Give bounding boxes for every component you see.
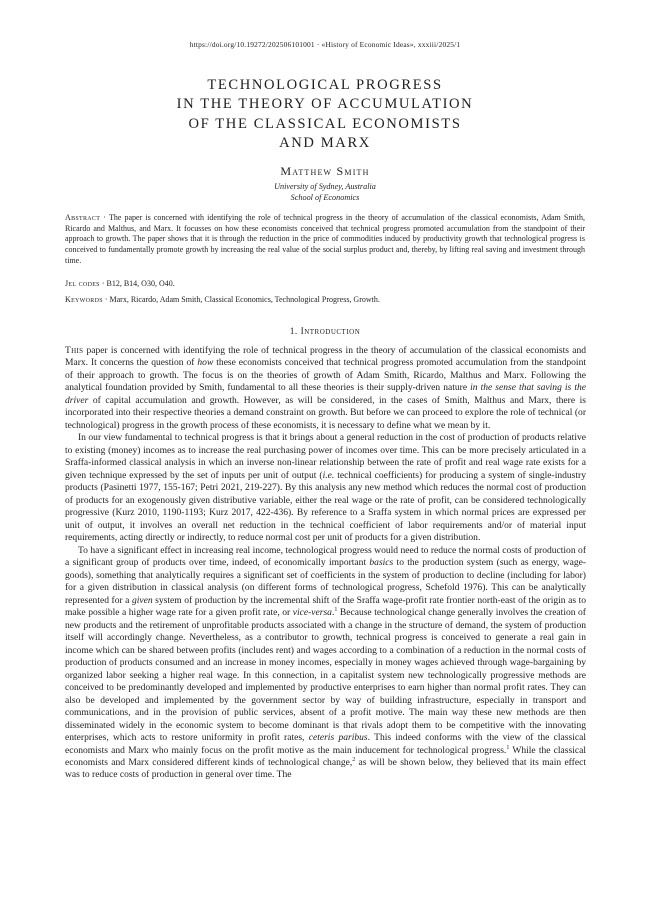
title-line: OF THE CLASSICAL ECONOMISTS [188, 115, 462, 132]
emphasis: vice-versa [292, 607, 332, 619]
emphasis: ceteris paribus [308, 732, 368, 744]
affiliation-university: University of Sydney, Australia [274, 182, 376, 191]
footnote-marker[interactable]: 1 [506, 744, 510, 751]
emphasis: given [131, 594, 153, 606]
emphasis: how [197, 357, 214, 369]
abstract-text: · The paper is concerned with identifying the role of technical progress in the theory of accumulation of the classical economists, Adam Smith, Ricardo and Malthus, and Marx. It focusses on how these economists conceived that technical progress promoted accumulation from the standpoint of their approach to growth. The paper shows that it is through the reduction in the price of commodities induced by productivity growth that technological progress is conceived to fundamentally promote growth by increasing the real value of the social surplus product and, thereby, by lifting real saving and investment through time. [65, 213, 585, 265]
title-line: IN THE THEORY OF ACCUMULATION [176, 96, 474, 113]
paragraph [65, 545, 586, 782]
text-run: system of production by the incremental shift of the Sraffa wage-profit rate frontier north-east of the origin as to make possible a higher wage rate for a given profit rate, or [65, 594, 586, 619]
jel-label: Jel codes [65, 279, 100, 288]
keywords-label: Keywords [65, 295, 103, 304]
text-run: of capital accumulation and growth. However, as will be considered, in the cases of Smith, Malthus and Marx, there is incorporated into their respective theories a demand constraint on growth. But before we can proceed to explore the role of technical (or technological) progress in the growth process of these economists, it is necessary to define what we mean by it. [65, 394, 586, 431]
body-text [65, 345, 586, 782]
running-head: https://doi.org/10.19272/202506101001 · «History of Economic Ideas», xxxiii/2025/1 [189, 40, 461, 49]
text-run: . [331, 607, 335, 619]
title-line: AND MARX [279, 134, 371, 151]
text-run: While the classical economists and Marx considered different kinds of technological change, [65, 744, 586, 768]
text-run: technical coefficients) for producing a system of single-industry products (Pasinetti 1977, 155-167; Petri 2021, 219-227). By this analysis any new method which reduces the normal cost of production of products for an exogenously given distributive variable, either the real wage or the rate of profit, can be considered technologically progressive (Kurz 2010, 1190-1193; Kurz 2017, 422-436). By reference to a Sraffa system in which normal prices are expressed per unit of output, it involves an overall net reduction in the technical coefficient of labor requirements and/or of material input requirements, acting directly or indirectly, to reduce normal cost per unit of products for a given distribution. [65, 469, 586, 544]
jel-text: · B12, B14, O30, O40. [99, 279, 175, 288]
text-run: paper is concerned with identifying the role of technical progress in the theory of accumulation of the classical economists and Marx. It concerns the question of [65, 345, 586, 369]
keywords [65, 295, 585, 306]
text-run: In our view fundamental to technical progress is that it brings about a general reduction in the cost of production of products relative to existing (money) incomes as to increase the real purchasing power of incomes over time. This can be more precisely articulated in a Sraffa-informed classical analysis in which an inverse non-linear relationship between the rate of profit and real wage rate exists for a given technique expressed by the set of inputs per unit of output ( [65, 432, 586, 481]
emphasis: i.e. [322, 469, 335, 481]
abstract-label: Abstract [65, 213, 101, 222]
text-run: . This indeed conforms with the view of the classical economists and Marx who mainly focus on the profit motive as the main inducement for technological progress. [65, 732, 586, 756]
lead-word: This [65, 345, 84, 356]
emphasis: in the sense that saving is the driver [65, 382, 586, 406]
keywords-text: · Marx, Ricardo, Adam Smith, Classical Economics, Technological Progress, Growth. [102, 295, 380, 304]
text-run: Because technological change generally involves the creation of new products and the retirement of unprofitable products associated with a change in the structure of demand, the system of production itself will accordingly change. Nevertheless, as a contributor to growth, technical progress is conceived to generate a real gain in income which can be shared between profits (includes rent) and wages according to a combination of a reduction in the normal costs of production of products consumed and an increase in money incomes, especially in money wages achieved through wage-bargaining by organized labor seeking a higher real wage. In this connection, in a capitalist system new technologically progressive methods are conceived to be predominantly developed and implemented by productive enterprises to earn higher than normal profit rates. They can also be developed and implemented by the government sector by way of building infrastructure, especially in transport and communications, and in the provision of public services, absent of a profit motive. The main way these new methods are then disseminated widely in the economic system to become dominant is that rivals adopt them to be competitive with the innovating enterprises, which acts to restore uniformity in profit rates, [65, 607, 586, 744]
footnote-marker[interactable]: 1 [334, 607, 338, 614]
emphasis: basics [369, 557, 394, 569]
footnote-marker[interactable]: 2 [352, 756, 356, 763]
paragraph [65, 345, 586, 432]
text-run: to the production system (such as energy, wage-goods), something that analytically requires a significant set of coefficients in the system of production to decline (including for labor) for a given distribution in classical analysis (on different forms of technological progress, Schefold 1976). This can be analytically represented for a [65, 557, 587, 606]
affiliation-school: School of Economics [290, 193, 360, 202]
section-heading: 1. Introduction [289, 327, 361, 337]
author-name: Matthew Smith [280, 164, 370, 178]
jel-codes [65, 279, 585, 290]
text-run: To have a significant effect in increasing real income, technological progress would need to reduce the normal costs of production of a significant group of products over time, indeed, of economically important [65, 544, 586, 569]
abstract [65, 213, 585, 267]
article-title [0, 76, 650, 153]
text-run: as will be shown below, they believed that its main effect was to reduce costs of production in general over time. The [65, 756, 586, 781]
paragraph [65, 432, 586, 544]
text-run: these economists conceived that technical progress promoted accumulation from the standpoint of their approach to growth. The focus is on the theories of growth of Adam Smith, Ricardo, Malthus and Marx. Following the analytical foundation provided by Smith, fundamental to all these theories is their supply-driven nature [65, 357, 586, 394]
title-line: TECHNOLOGICAL PROGRESS [207, 77, 443, 93]
